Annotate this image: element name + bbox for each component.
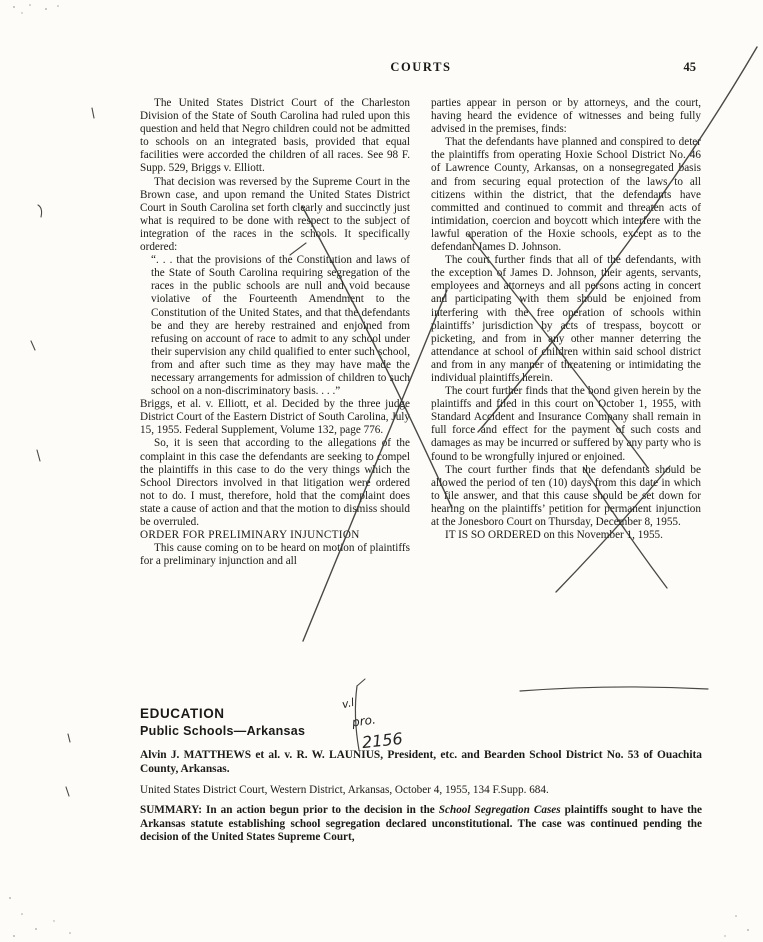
- summary-text: plaintiffs sought to have the Arkansas statute establishing school segregation declared unconstitutional. The case was continued pending the decision of the United States Supreme Court,: [140, 804, 702, 843]
- paragraph: The court further finds that the bond given herein by the plaintiffs and filed in this court on October 1, 1955, with Standard Accident and Insurance Company shall remain in full force and effect for the payment of such costs and damages as may be incurred or suffered by any party who is found to be wrongfully injured or enjoined.: [431, 385, 701, 463]
- margin-mark: [66, 787, 69, 796]
- paragraph: That the defendants have planned and conspired to deter the plaintiffs from operating Hoxie School District No. 46 of Lawrence County, Arkansas, on a nonsegregated basis and from securing equal protection of the laws to all citizens within the district, that the defendants have committed and continued to commit and threaten acts of intimidation, coercion and boycott which interfere with the lawful operation of the Hoxie schools, except as to the defendant James D. Johnson.: [431, 136, 701, 254]
- page-header: [140, 60, 702, 78]
- handwritten-mark: pro.: [351, 712, 377, 730]
- education-section: [140, 706, 702, 845]
- paragraph: This cause coming on to be heard on motion of plaintiffs for a preliminary injunction and all: [140, 542, 410, 568]
- section-heading: ORDER FOR PRELIMINARY INJUNCTION: [140, 529, 360, 542]
- left-column: [140, 97, 410, 568]
- paragraph: The United States District Court of the Charleston Division of the State of South Carolina had ruled upon this question and held that Negro children could not be admitted to schools on an integrated basis, provided that equal facilities were accorded the children of all races. See 98 F. Supp. 529, Briggs v. Elliott.: [140, 97, 410, 175]
- case-summary: [140, 804, 702, 845]
- court-citation: United States District Court, Western District, Arkansas, October 4, 1955, 134 F.Supp. 684.: [140, 784, 549, 796]
- case-title: Alvin J. MATTHEWS et al. v. R. W. LAUNIUS, President, etc. and Bearden School District No. 53 of Ouachita County, Arkansas.: [140, 749, 702, 775]
- right-column: [431, 97, 701, 568]
- paragraph: Briggs, et al. v. Elliott, et al. Decided by the three judge District Court of the Eastern District of South Carolina, July 15, 1955. Federal Supplement, Volume 132, page 776.: [140, 398, 410, 437]
- paragraph: That decision was reversed by the Supreme Court in the Brown case, and upon remand the United States District Court in South Carolina set forth clearly and succinctly just what is required to be done with respect to the subject of integration of the races in the schools. It specifically ordered:: [140, 175, 410, 254]
- margin-mark: [31, 341, 35, 350]
- page-number: 45: [683, 60, 696, 74]
- handwritten-mark: v.l: [340, 695, 356, 712]
- margin-mark: [37, 450, 40, 461]
- paragraph: parties appear in person or by attorneys, and the court, having heard the evidence of witnesses and being fully advised in the premises, finds:: [431, 97, 701, 136]
- margin-mark: [38, 205, 42, 217]
- pen-stroke: [357, 679, 365, 686]
- margin-mark: [68, 734, 70, 742]
- handwritten-mark: 2156: [361, 728, 404, 753]
- paragraph: The court further finds that all of the defendants, with the exception of James D. Johnson, their agents, servants, employees and attorneys and all persons acting in concert and participating with them should be enjoined from interfering with the free operation of schools within plaintiffs’ jurisdiction by acts of trespass, boycott or picketing, and from in any other manner deterring the attendance at school of children within said school district and from in any manner of threatening or intimidating the individual plaintiffs herein.: [431, 254, 701, 384]
- two-column-text: [140, 97, 702, 568]
- pen-stroke: [520, 687, 708, 691]
- education-subheading: Public Schools—Arkansas: [140, 724, 306, 738]
- margin-mark: [92, 108, 94, 118]
- paragraph: The court further finds that the defendants should be allowed the period of ten (10) days from this date in which to file answer, and that this cause should be set down for hearing on the plaintiffs’ petition for permanent injunction at the Jonesboro Court on Thursday, December 8, 1955.: [431, 463, 701, 528]
- running-head: COURTS: [390, 60, 452, 74]
- paragraph: So, it is seen that according to the allegations of the complaint in this case the defendants are seeking to compel the plaintiffs in this case to do the very things which the School Directors involved in that litigation were ordered not to do. I must, therefore, hold that the complaint does state a cause of action and that the motion to dismiss should be overruled.: [140, 437, 410, 528]
- summary-text: SUMMARY: In an action begun prior to the decision in the: [140, 804, 439, 816]
- paragraph: IT IS SO ORDERED on this November 1, 1955.: [445, 529, 663, 542]
- education-heading: EDUCATION: [140, 706, 225, 721]
- block-quote: “. . . that the provisions of the Constitution and laws of the State of South Carolina requiring segregation of the races in the public schools are null and void because violative of the Fourteenth Amendment to the Constitution of the United States, and that the defendants be and they are hereby restrained and enjoined from refusing on account of race to admit to any school under their supervision any child qualified to enter such school, from and after such time as they may have made the necessary arrangements for admission of children to such school on a non-discriminatory basis. . . .”: [151, 254, 410, 398]
- summary-italic-citation: School Segregation Cases: [438, 804, 561, 816]
